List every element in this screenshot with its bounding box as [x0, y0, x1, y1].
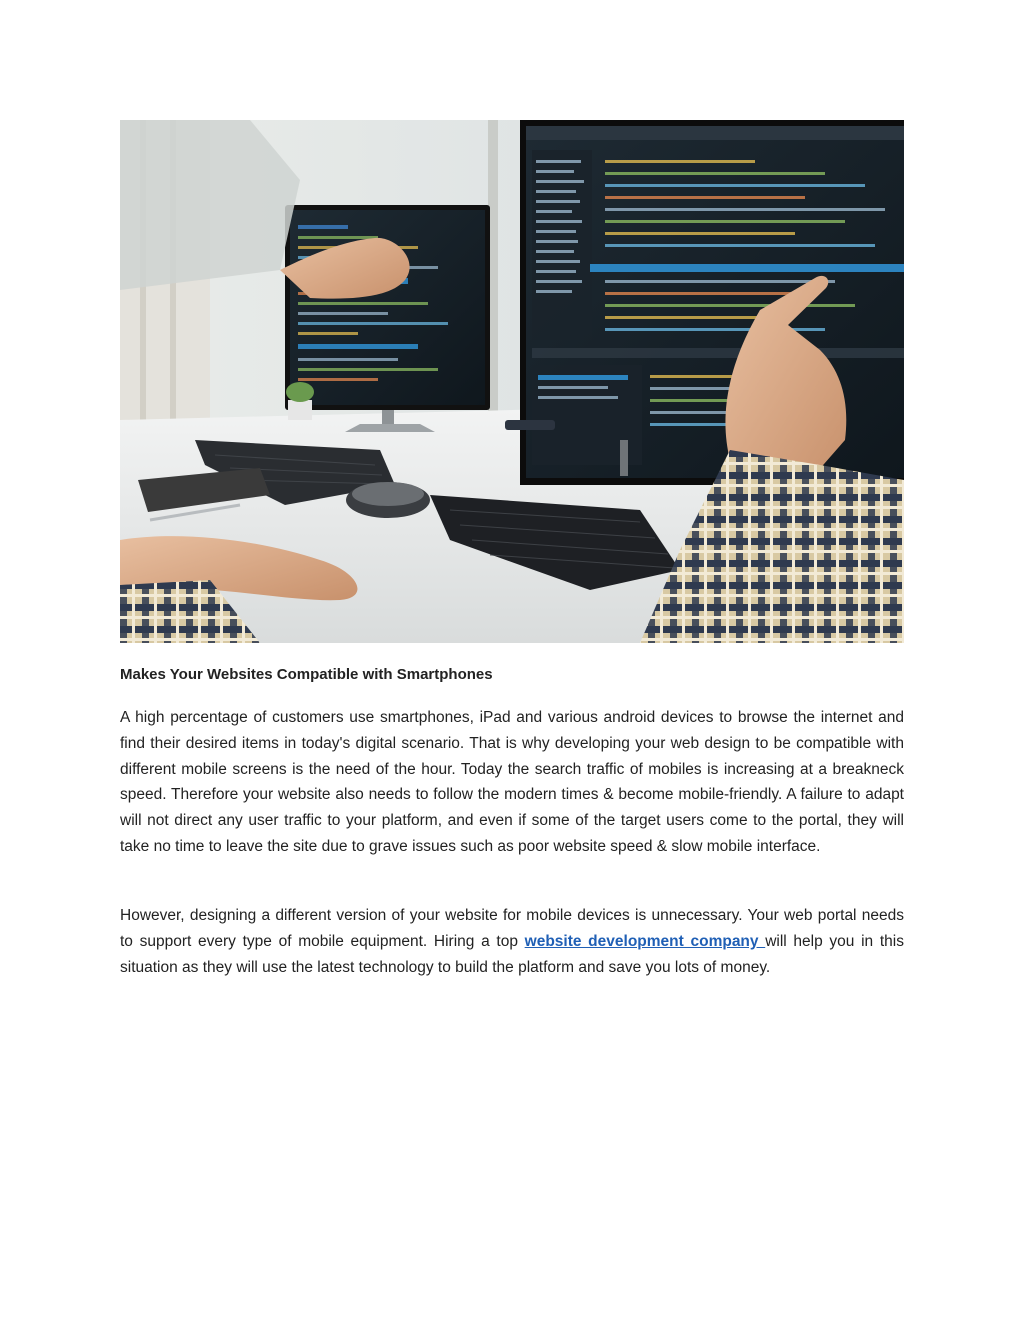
section-heading: Makes Your Websites Compatible with Smartphones [120, 666, 493, 683]
paragraph-hiring-company [120, 903, 904, 980]
paragraph-text-end: will help you in this situation as they will use the latest technology to build the platform and save you lots of money. [120, 932, 904, 976]
developers-at-monitors-illustration [120, 120, 904, 643]
website-development-company-link[interactable]: website development company [524, 932, 766, 950]
paragraph-mobile-usage: A high percentage of customers use smartphones, iPad and various android devices to browse the internet and find their desired items in today's digital scenario. That is why developing your web design to be compatible with different mobile screens is the need of the hour. Today the search traffic of mobiles is increasing at a breakneck speed. Therefore your website also needs to follow the modern times & become mobile-friendly. A failure to adapt will not direct any user traffic to your platform, and even if some of the target users come to the portal, they will take no time to leave the site due to grave issues such as poor website speed & slow mobile interface. [120, 709, 904, 855]
article-photo [120, 120, 904, 643]
paragraph-text-start: However, designing a different version of your website for mobile devices is unnecessary. Your web portal needs to support every type of mobile equipment. Hiring a top [120, 907, 904, 950]
